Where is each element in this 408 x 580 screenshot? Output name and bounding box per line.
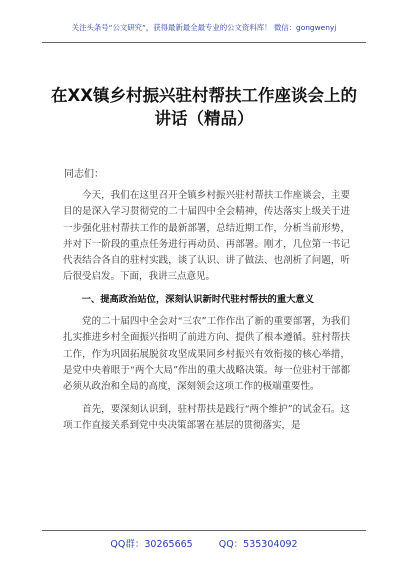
paragraph-first-point: 首先，要深刻认识到，驻村帮扶是践行“两个维护”的试金石。这项工作直接关系到党中央决策部署在基层的贯彻落实，是 bbox=[63, 403, 350, 431]
header-note: 关注头条号“公文研究”，获得最新最全最专业的公文资料库！ 微信：gongwenyj bbox=[71, 23, 337, 32]
footer-divider bbox=[42, 530, 366, 531]
document-body bbox=[63, 188, 350, 434]
footer-qq: QQ：535304092 bbox=[218, 539, 298, 550]
paragraph-significance: 党的二十届四中全会对“三农”工作作出了新的重要部署，为我们扎实推进乡村全面振兴指明了前进方向、提供了根本遵循。驻村帮扶工作，作为巩固拓展脱贫攻坚成果同乡村振兴有效衔接的核心举措，是党中央着眼于“两个大局”作出的重大战略决策。每一位驻村干部都必须从政治和全局的高度，深刻领会这项工作的极端重要性。 bbox=[63, 316, 350, 393]
document-title: 在XX镇乡村振兴驻村帮扶工作座谈会上的讲话（精品） bbox=[51, 86, 357, 128]
paragraph-intro: 今天，我们在这里召开全镇乡村振兴驻村帮扶工作座谈会，主要目的是深入学习贯彻党的二十届四中全会精神，传达落实上级关于进一步强化驻村帮扶工作的最新部署，总结近期工作，分析当前形势，并对下一阶段的重点任务进行再动员、再部署。刚才，几位第一书记代表结合各自的驻村实践，谈了认识、讲了做法、也剖析了问题，听后很受启发。下面，我讲三点意见。 bbox=[63, 190, 350, 283]
greeting: 同志们： bbox=[64, 169, 104, 180]
footer bbox=[0, 536, 408, 550]
section-heading-1: 一、提高政治站位，深刻认识新时代驻村帮扶的重大意义 bbox=[81, 293, 315, 305]
header-divider bbox=[42, 42, 366, 43]
footer-qq-group: QQ群：30265665 bbox=[110, 539, 193, 550]
